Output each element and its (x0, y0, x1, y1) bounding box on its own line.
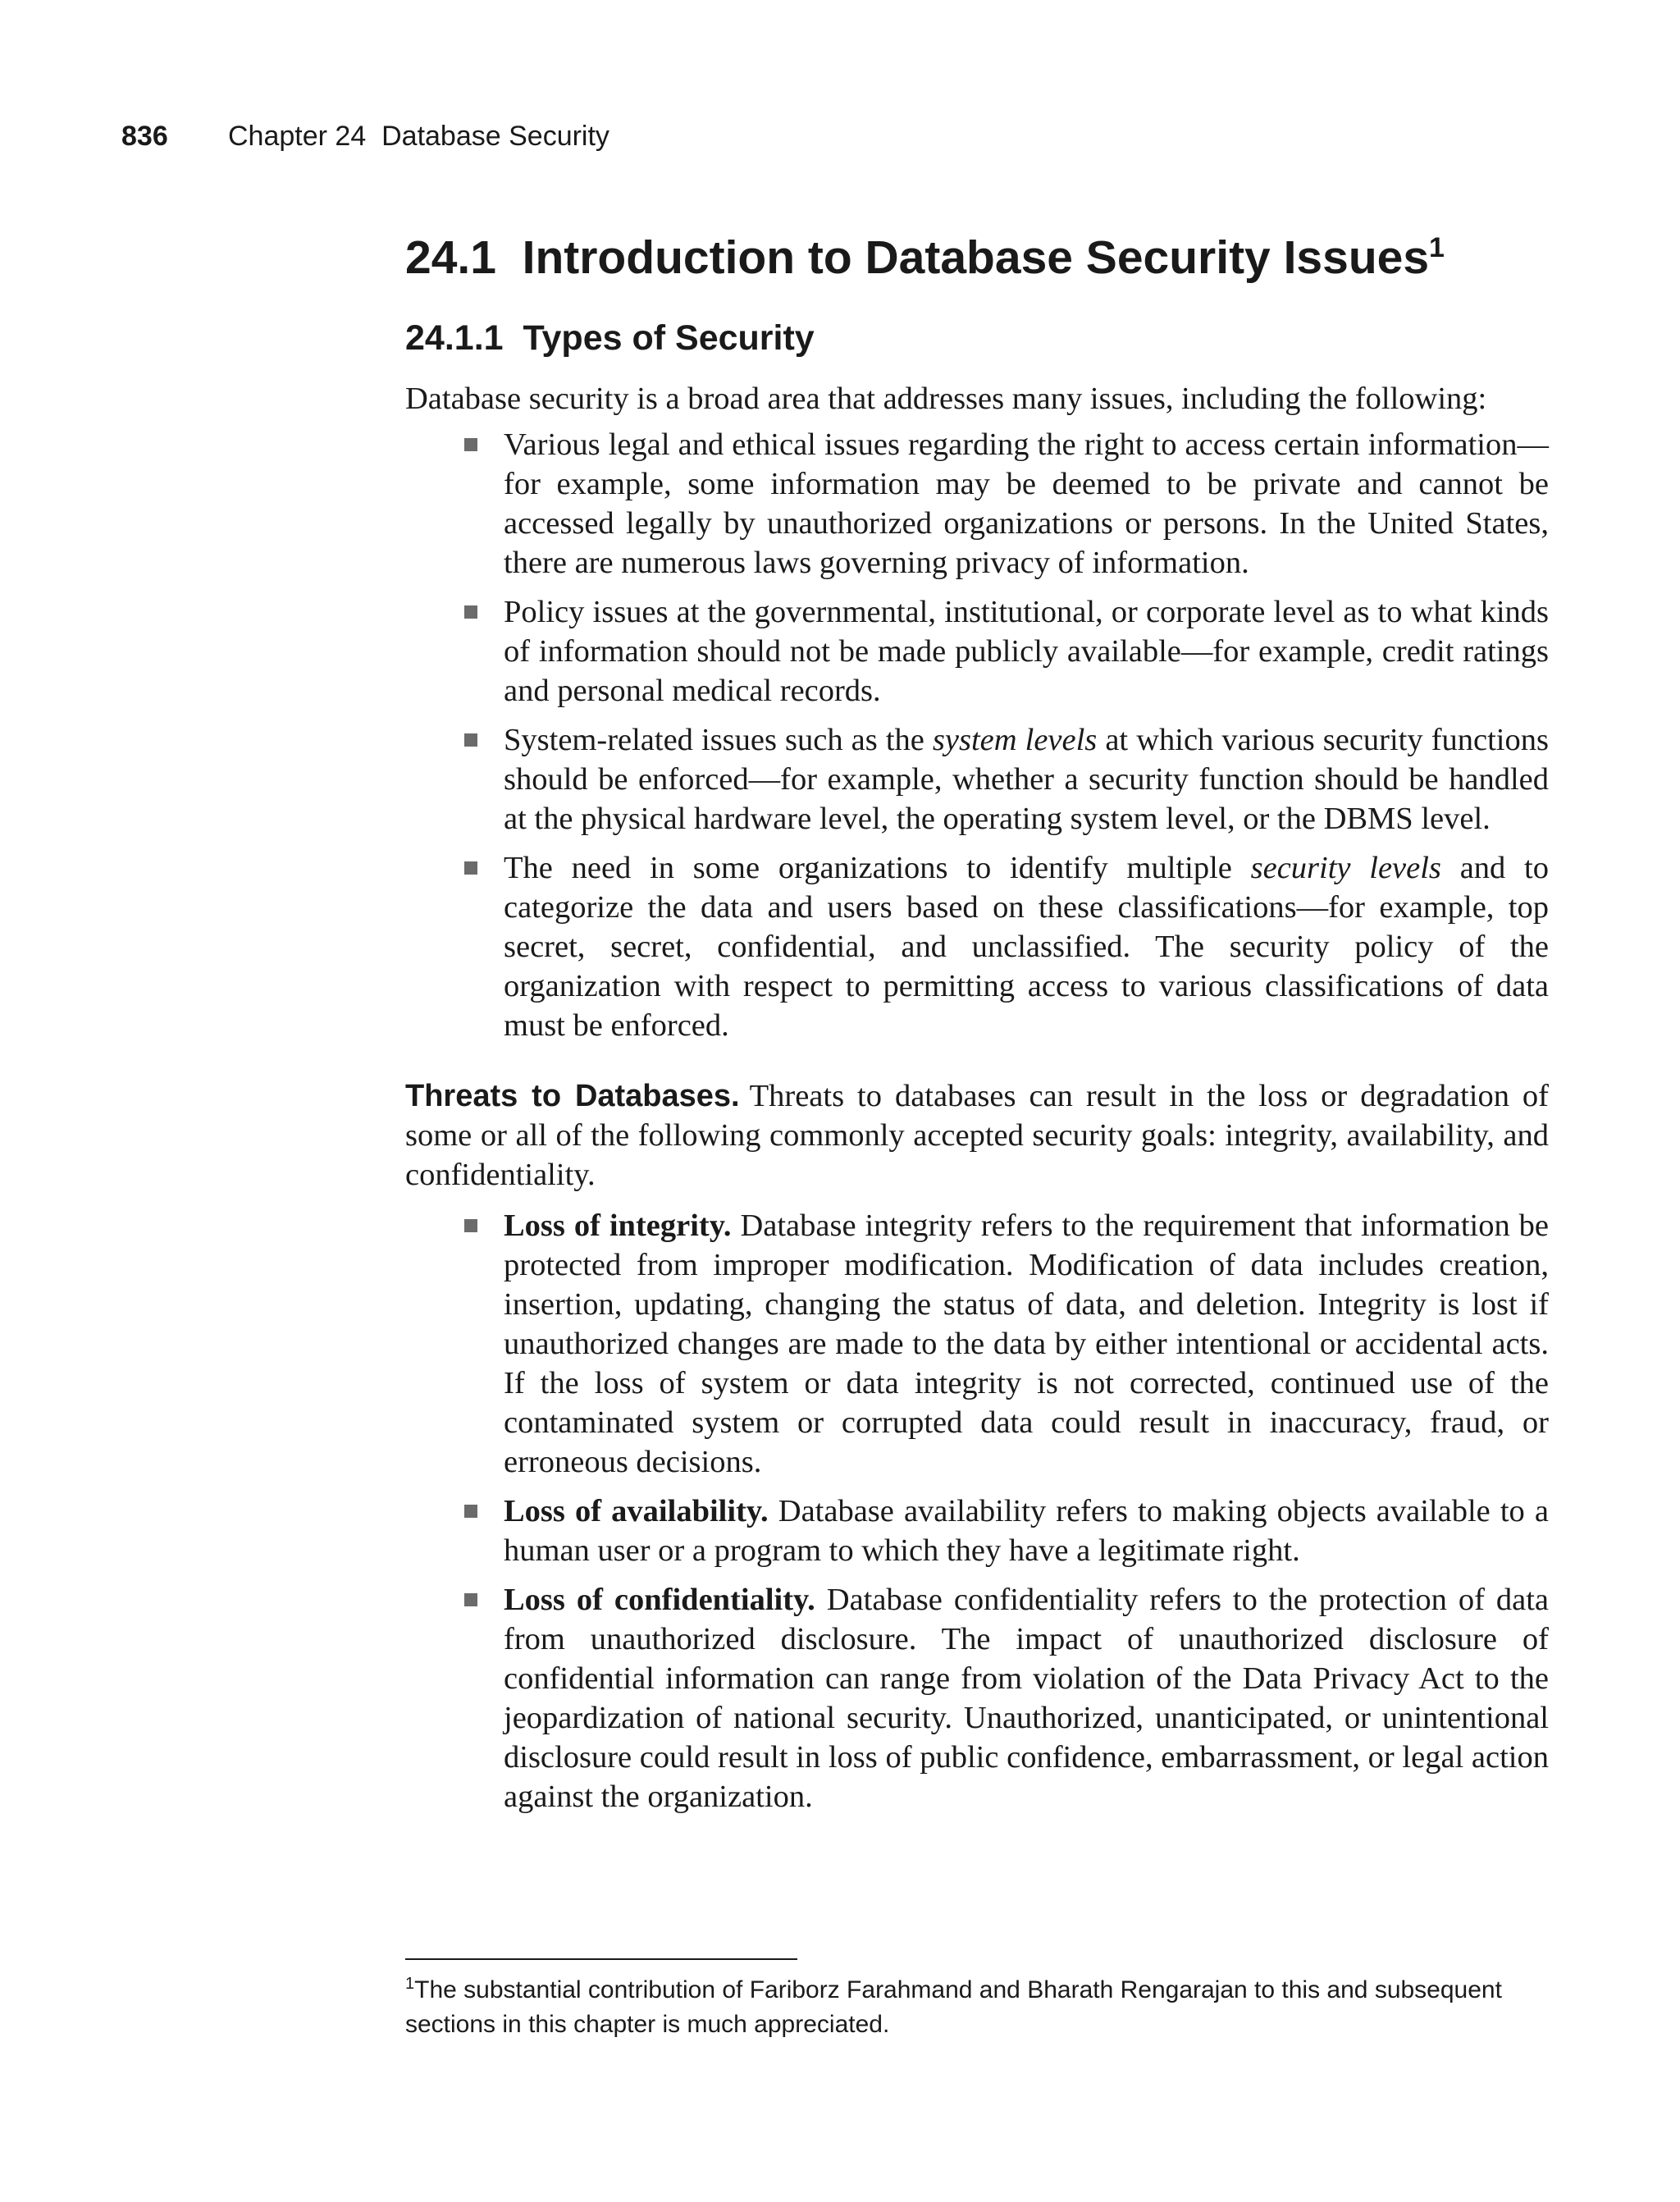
footnote-mark: 1 (405, 1975, 415, 1993)
list-item-text: Database confidentiality refers to the protection of data from unauthorized disclosure. The impact of unauthorized disclosure of confidential information can range from violation of the Data Privacy Act to the jeopardization of national security. Unauthorized, unanticipated, or unintentional disclosure could result in loss of public confidence, embarrassment, or legal action against the organization. (504, 1583, 1550, 1814)
list-item (504, 425, 1549, 582)
list-item (504, 592, 1549, 710)
list-item-text: and to categorize the data and users based on these classifications—for example, top secret, secret, confidential, and unclassified. The security policy of the organization with respect to permitting access to various classifications of data must be enforced. (504, 851, 1549, 1043)
list-item-term: Loss of confidentiality. (504, 1583, 815, 1617)
subsection-heading: 24.1.1 Types of Security (405, 318, 815, 358)
list-item-term: Loss of availability. (504, 1494, 769, 1528)
list-item (504, 848, 1549, 1045)
section-heading (405, 228, 1549, 287)
list-item-text: Policy issues at the governmental, institutional, or corporate level as to what kinds of information should not be made publicly available—for example, credit ratings and personal medical records. (504, 595, 1549, 708)
list-item-text: Database integrity refers to the requirement that information be protected from improper modification. Modification of data includes creation, insertion, updating, changing the status of data, and deletion. Integrity is lost if unauthorized changes are made to the data by either intentional or accidental acts. If the loss of system or data integrity is not corrected, continued use of the contaminated system or corrupted data could result in inaccuracy, fraud, or erroneous decisions. (504, 1208, 1550, 1479)
section-title: 24.1 Introduction to Database Security Issues (405, 231, 1430, 284)
square-bullet-icon (464, 733, 477, 747)
types-intro: Database security is a broad area that addresses many issues, including the following: (405, 381, 1487, 416)
running-head (121, 118, 609, 154)
square-bullet-icon (464, 861, 477, 875)
list-item-emphasis: system levels (932, 723, 1098, 757)
threats-list (405, 1206, 1549, 1816)
threats-intro: Threats to databases can result in the loss or degradation of some or all of the following commonly accepted security goals: integrity, availability, and confidentiality. (405, 1079, 1549, 1192)
list-item-text: The need in some organizations to identify multiple (504, 851, 1251, 885)
list-item-emphasis: security levels (1250, 851, 1441, 885)
list-item-text: Database availability refers to making objects available to a human user or a program to which they have a legitimate right. (504, 1494, 1549, 1568)
list-item (504, 1206, 1549, 1482)
square-bullet-icon (464, 1593, 477, 1606)
page-number: 836 (121, 121, 168, 152)
list-item-text: at which various security functions should be enforced—for example, whether a security function should be handled at the physical hardware level, the operating system level, or the DBMS level. (504, 723, 1549, 836)
footnote-divider (405, 1958, 797, 1960)
square-bullet-icon (464, 1505, 477, 1518)
square-bullet-icon (464, 438, 477, 451)
footnote-text: The substantial contribution of Fariborz Farahmand and Bharath Rengarajan to this and subsequent sections in this chapter is much appreciated. (405, 1976, 1502, 2038)
list-item (504, 720, 1549, 838)
square-bullet-icon (464, 1219, 477, 1232)
list-item-text: Various legal and ethical issues regarding the right to access certain information—for example, some information may be deemed to be private and cannot be accessed legally by unauthorized organizations or persons. In the United States, there are numerous laws governing privacy of information. (504, 427, 1549, 580)
list-item-term: Loss of integrity. (504, 1208, 732, 1243)
chapter-title: Chapter 24 Database Security (228, 121, 609, 152)
threats-heading: Threats to Databases. (405, 1079, 740, 1113)
threats-paragraph (405, 1076, 1549, 1195)
footnote (405, 1973, 1549, 2042)
list-item-text: System-related issues such as the (504, 723, 933, 757)
section-footnote-ref[interactable]: 1 (1429, 232, 1445, 263)
main-content (405, 228, 1549, 1826)
list-item (504, 1580, 1549, 1816)
security-issues-list (405, 425, 1549, 1045)
square-bullet-icon (464, 605, 477, 619)
list-item (504, 1492, 1549, 1570)
